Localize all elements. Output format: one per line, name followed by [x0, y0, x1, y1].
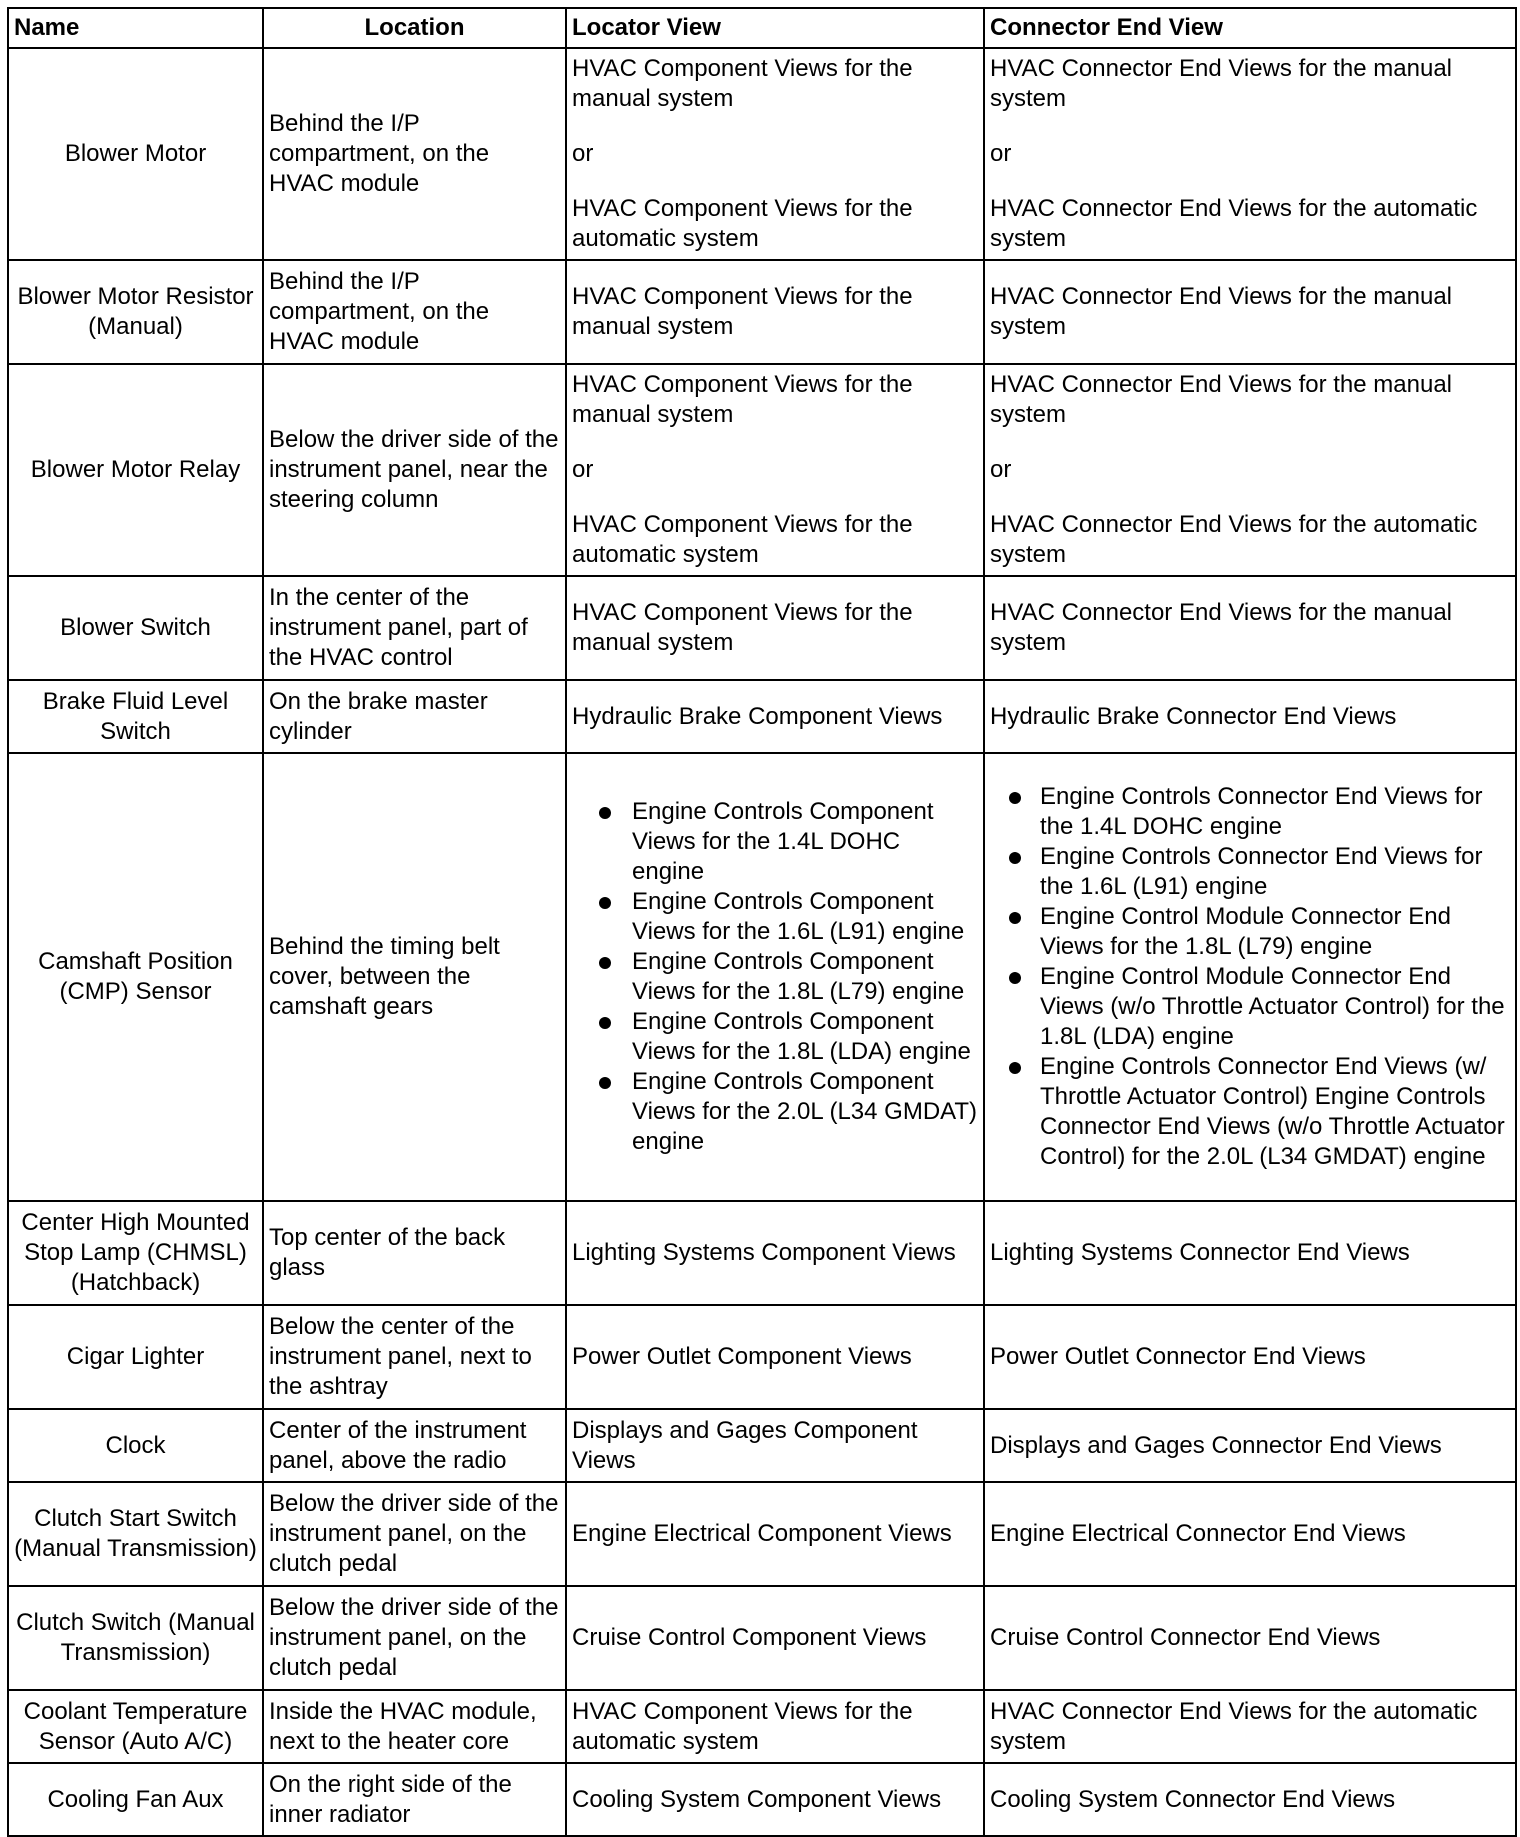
table-row — [8, 364, 1516, 576]
table-row — [8, 753, 1516, 1201]
table-row — [8, 1763, 1516, 1836]
component-name: Blower Switch — [8, 576, 263, 680]
locator-view-link[interactable]: Lighting Systems Component Views — [566, 1201, 984, 1305]
connector-end-view-list — [990, 782, 1510, 1172]
component-location: Below the driver side of the instrument panel, near the steering column — [263, 364, 566, 576]
connector-end-view-link[interactable]: Engine Controls Connector End Views (w/ Throttle Actuator Control) Engine Controls Connector End Views (w/o Throttle Actuator Control) for the 2.0L (L34 GMDAT) engine — [1040, 1052, 1510, 1172]
table-row — [8, 1690, 1516, 1763]
locator-view-cell — [566, 753, 984, 1201]
connector-end-view-link[interactable]: HVAC Connector End Views for the automatic system — [984, 1690, 1516, 1763]
locator-view-link[interactable]: HVAC Component Views for the automatic system — [566, 1690, 984, 1763]
component-name: Blower Motor Relay — [8, 364, 263, 576]
table-row — [8, 1201, 1516, 1305]
locator-view-link[interactable]: HVAC Component Views for the automatic system — [572, 195, 913, 252]
connector-end-view-link[interactable]: Hydraulic Brake Connector End Views — [984, 680, 1516, 753]
component-location: On the right side of the inner radiator — [263, 1763, 566, 1836]
locator-view-link[interactable]: Power Outlet Component Views — [566, 1305, 984, 1409]
component-name: Center High Mounted Stop Lamp (CHMSL) (Hatchback) — [8, 1201, 263, 1305]
locator-view-link[interactable]: Engine Electrical Component Views — [566, 1482, 984, 1586]
table-row — [8, 576, 1516, 680]
component-name: Cooling Fan Aux — [8, 1763, 263, 1836]
component-name: Blower Motor Resistor (Manual) — [8, 260, 263, 364]
locator-view-link[interactable]: Engine Controls Component Views for the 1.4L DOHC engine — [632, 797, 978, 887]
component-location: Top center of the back glass — [263, 1201, 566, 1305]
component-location: In the center of the instrument panel, part of the HVAC control — [263, 576, 566, 680]
table-row — [8, 680, 1516, 753]
component-location: Below the driver side of the instrument panel, on the clutch pedal — [263, 1586, 566, 1690]
connector-end-view-link[interactable]: HVAC Connector End Views for the manual system — [990, 371, 1453, 428]
locator-view-link[interactable]: Displays and Gages Component Views — [566, 1409, 984, 1482]
header-connector-end-view: Connector End View — [984, 8, 1516, 48]
table-row — [8, 48, 1516, 260]
connector-end-view-link[interactable]: HVAC Connector End Views for the manual system — [984, 260, 1516, 364]
component-location: Center of the instrument panel, above the radio — [263, 1409, 566, 1482]
table-row — [8, 1586, 1516, 1690]
connector-end-view-link[interactable]: Engine Control Module Connector End Views (w/o Throttle Actuator Control) for the 1.8L (LDA) engine — [1040, 962, 1510, 1052]
component-location: Behind the I/P compartment, on the HVAC module — [263, 48, 566, 260]
component-name: Blower Motor — [8, 48, 263, 260]
or-separator: or — [572, 140, 594, 167]
component-location: Behind the I/P compartment, on the HVAC module — [263, 260, 566, 364]
locator-view-link[interactable]: Hydraulic Brake Component Views — [566, 680, 984, 753]
connector-end-view-link[interactable]: Engine Electrical Connector End Views — [984, 1482, 1516, 1586]
connector-end-view-link[interactable]: Engine Controls Connector End Views for the 1.6L (L91) engine — [1040, 842, 1510, 902]
locator-view-link[interactable]: Engine Controls Component Views for the 1.8L (L79) engine — [632, 947, 978, 1007]
header-row — [8, 8, 1516, 48]
locator-view-link[interactable]: Engine Controls Component Views for the 1.6L (L91) engine — [632, 887, 978, 947]
component-location: Below the driver side of the instrument panel, on the clutch pedal — [263, 1482, 566, 1586]
table-row — [8, 1482, 1516, 1586]
component-name: Camshaft Position (CMP) Sensor — [8, 753, 263, 1201]
locator-view-link[interactable]: Engine Controls Component Views for the 2.0L (L34 GMDAT) engine — [632, 1068, 978, 1155]
or-separator: or — [572, 456, 594, 483]
connector-end-view-link[interactable]: Lighting Systems Connector End Views — [984, 1201, 1516, 1305]
locator-view-link[interactable]: Cruise Control Component Views — [566, 1586, 984, 1690]
connector-end-view-link[interactable]: Cruise Control Connector End Views — [984, 1586, 1516, 1690]
connector-end-view-link[interactable]: Engine Controls Connector End Views for the 1.4L DOHC engine — [1040, 782, 1510, 842]
locator-view-link[interactable]: HVAC Component Views for the manual system — [566, 260, 984, 364]
connector-end-view-cell — [984, 364, 1516, 576]
component-locator-table — [7, 7, 1517, 1837]
connector-end-view-link[interactable]: HVAC Connector End Views for the automatic system — [990, 511, 1478, 568]
table-row — [8, 260, 1516, 364]
locator-view-cell — [566, 48, 984, 260]
header-name: Name — [8, 8, 263, 48]
or-separator: or — [990, 140, 1012, 167]
connector-end-view-cell — [984, 753, 1516, 1201]
locator-view-list — [572, 797, 978, 1157]
table-row — [8, 1305, 1516, 1409]
connector-end-view-link[interactable]: HVAC Connector End Views for the automatic system — [990, 195, 1478, 252]
connector-end-view-link[interactable]: Power Outlet Connector End Views — [984, 1305, 1516, 1409]
header-locator-view: Locator View — [566, 8, 984, 48]
component-location: Below the center of the instrument panel, next to the ashtray — [263, 1305, 566, 1409]
component-name: Coolant Temperature Sensor (Auto A/C) — [8, 1690, 263, 1763]
connector-end-view-link[interactable]: Displays and Gages Connector End Views — [984, 1409, 1516, 1482]
component-location: On the brake master cylinder — [263, 680, 566, 753]
component-location: Inside the HVAC module, next to the heater core — [263, 1690, 566, 1763]
locator-view-link[interactable]: HVAC Component Views for the manual system — [572, 371, 913, 428]
table-row — [8, 1409, 1516, 1482]
connector-end-view-link[interactable]: HVAC Connector End Views for the manual system — [990, 55, 1453, 112]
locator-view-cell — [566, 364, 984, 576]
connector-end-view-link[interactable]: Engine Control Module Connector End Views for the 1.8L (L79) engine — [1040, 902, 1510, 962]
component-name: Clock — [8, 1409, 263, 1482]
connector-end-view-link[interactable]: HVAC Connector End Views for the manual system — [984, 576, 1516, 680]
or-separator: or — [990, 456, 1012, 483]
connector-end-view-link[interactable]: Cooling System Connector End Views — [984, 1763, 1516, 1836]
locator-view-link[interactable]: Engine Controls Component Views for the 1.8L (LDA) engine — [632, 1007, 978, 1067]
component-name: Cigar Lighter — [8, 1305, 263, 1409]
component-name: Clutch Start Switch (Manual Transmission) — [8, 1482, 263, 1586]
locator-view-link[interactable]: HVAC Component Views for the automatic system — [572, 511, 913, 568]
component-name: Clutch Switch (Manual Transmission) — [8, 1586, 263, 1690]
component-location: Behind the timing belt cover, between the camshaft gears — [263, 753, 566, 1201]
component-name: Brake Fluid Level Switch — [8, 680, 263, 753]
header-location: Location — [263, 8, 566, 48]
locator-view-link[interactable]: HVAC Component Views for the manual system — [566, 576, 984, 680]
locator-view-link[interactable]: Cooling System Component Views — [566, 1763, 984, 1836]
connector-end-view-cell — [984, 48, 1516, 260]
locator-view-link[interactable]: HVAC Component Views for the manual system — [572, 55, 913, 112]
